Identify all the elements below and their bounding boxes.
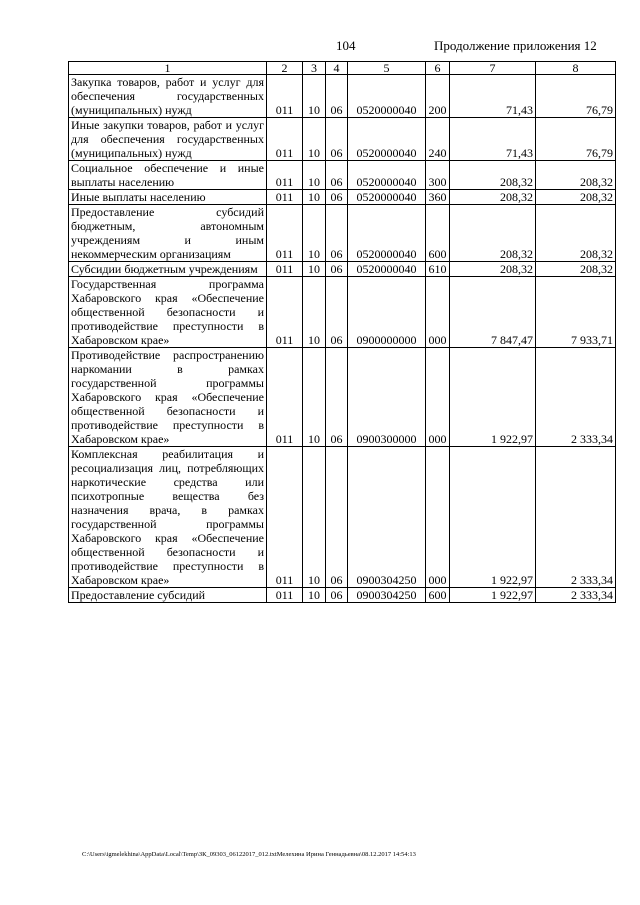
cell-c3: 10 [303,277,326,348]
cell-c4: 06 [326,118,348,161]
cell-c4: 06 [326,190,348,205]
cell-c8: 2 333,34 [536,588,616,603]
cell-c5: 0520000040 [348,205,426,262]
cell-c5: 0520000040 [348,262,426,277]
row-name: Иные выплаты населению [69,190,267,205]
cell-c6: 000 [426,348,450,447]
cell-c6: 600 [426,588,450,603]
cell-c2: 011 [267,205,303,262]
cell-c3: 10 [303,588,326,603]
table-row [69,262,616,277]
cell-c8: 76,79 [536,75,616,118]
cell-c7: 208,32 [450,190,536,205]
cell-c8: 2 333,34 [536,348,616,447]
row-name: Субсидии бюджетным учреждениям [69,262,267,277]
cell-c2: 011 [267,588,303,603]
cell-c6: 610 [426,262,450,277]
cell-c3: 10 [303,118,326,161]
cell-c8: 208,32 [536,262,616,277]
col-num-6: 6 [426,62,450,75]
cell-c8: 76,79 [536,118,616,161]
cell-c6: 360 [426,190,450,205]
cell-c3: 10 [303,75,326,118]
cell-c4: 06 [326,277,348,348]
cell-c5: 0900304250 [348,588,426,603]
table-row [69,161,616,190]
cell-c6: 000 [426,447,450,588]
cell-c7: 1 922,97 [450,348,536,447]
cell-c6: 000 [426,277,450,348]
col-num-2: 2 [267,62,303,75]
cell-c6: 600 [426,205,450,262]
cell-c8: 208,32 [536,161,616,190]
cell-c5: 0520000040 [348,161,426,190]
cell-c7: 7 847,47 [450,277,536,348]
row-name: Закупка товаров, работ и услуг для обеспечения государственных (муниципальных) нужд [69,75,267,118]
cell-c3: 10 [303,262,326,277]
cell-c4: 06 [326,447,348,588]
cell-c4: 06 [326,262,348,277]
cell-c7: 208,32 [450,262,536,277]
cell-c6: 200 [426,75,450,118]
col-num-7: 7 [450,62,536,75]
cell-c4: 06 [326,205,348,262]
cell-c3: 10 [303,447,326,588]
col-num-8: 8 [536,62,616,75]
cell-c4: 06 [326,75,348,118]
cell-c3: 10 [303,161,326,190]
cell-c8: 2 333,34 [536,447,616,588]
col-num-1: 1 [69,62,267,75]
table-row [69,75,616,118]
table-row [69,447,616,588]
cell-c7: 208,32 [450,205,536,262]
row-name: Иные закупки товаров, работ и услуг для обеспечения государственных (муниципальных) нужд [69,118,267,161]
cell-c5: 0900300000 [348,348,426,447]
cell-c4: 06 [326,588,348,603]
budget-table [68,61,616,603]
cell-c5: 0520000040 [348,75,426,118]
table-row [69,348,616,447]
cell-c2: 011 [267,447,303,588]
cell-c3: 10 [303,348,326,447]
cell-c3: 10 [303,205,326,262]
cell-c7: 1 922,97 [450,447,536,588]
cell-c5: 0520000040 [348,118,426,161]
row-name: Социальное обеспечение и иные выплаты населению [69,161,267,190]
cell-c2: 011 [267,277,303,348]
cell-c7: 1 922,97 [450,588,536,603]
cell-c7: 71,43 [450,75,536,118]
col-num-5: 5 [348,62,426,75]
table-row [69,277,616,348]
cell-c8: 208,32 [536,190,616,205]
cell-c3: 10 [303,190,326,205]
cell-c6: 240 [426,118,450,161]
cell-c5: 0900000000 [348,277,426,348]
cell-c2: 011 [267,348,303,447]
page-number: 104 [336,38,356,53]
cell-c8: 7 933,71 [536,277,616,348]
row-name: Предоставление субсидий [69,588,267,603]
table-row [69,588,616,603]
column-number-row [69,62,616,75]
col-num-3: 3 [303,62,326,75]
cell-c2: 011 [267,161,303,190]
cell-c2: 011 [267,118,303,161]
cell-c5: 0520000040 [348,190,426,205]
cell-c4: 06 [326,161,348,190]
row-name: Предоставление субсидий бюджетным, автономным учреждениям и иным некоммерческим организациям [69,205,267,262]
table-row [69,205,616,262]
cell-c2: 011 [267,262,303,277]
cell-c6: 300 [426,161,450,190]
row-name: Комплексная реабилитация и ресоциализация лиц, потребляющих наркотические средства или психотропные вещества без назначения врача, в рамках государственной программы Хабаровского края «Обеспечение общественной безопасности и противодействие преступности в Хабаровском крае» [69,447,267,588]
row-name: Противодействие распространению наркомании в рамках государственной программы Хабаровского края «Обеспечение общественной безопасности и противодействие преступности в Хабаровском крае» [69,348,267,447]
file-path-footer: C:\Users\igmelekhina\AppData\Local\Temp\ЗК_09303_06122017_012.txtМелехина Ирина Геннадьевна\08.12.2017 14:54:13 [82,851,416,858]
cell-c5: 0900304250 [348,447,426,588]
appendix-continuation-label: Продолжение приложения 12 [434,38,597,53]
row-name: Государственная программа Хабаровского края «Обеспечение общественной безопасности и противодействие преступности в Хабаровском крае» [69,277,267,348]
cell-c4: 06 [326,348,348,447]
cell-c8: 208,32 [536,205,616,262]
cell-c2: 011 [267,75,303,118]
cell-c7: 208,32 [450,161,536,190]
col-num-4: 4 [326,62,348,75]
table-row [69,190,616,205]
table-row [69,118,616,161]
cell-c2: 011 [267,190,303,205]
cell-c7: 71,43 [450,118,536,161]
